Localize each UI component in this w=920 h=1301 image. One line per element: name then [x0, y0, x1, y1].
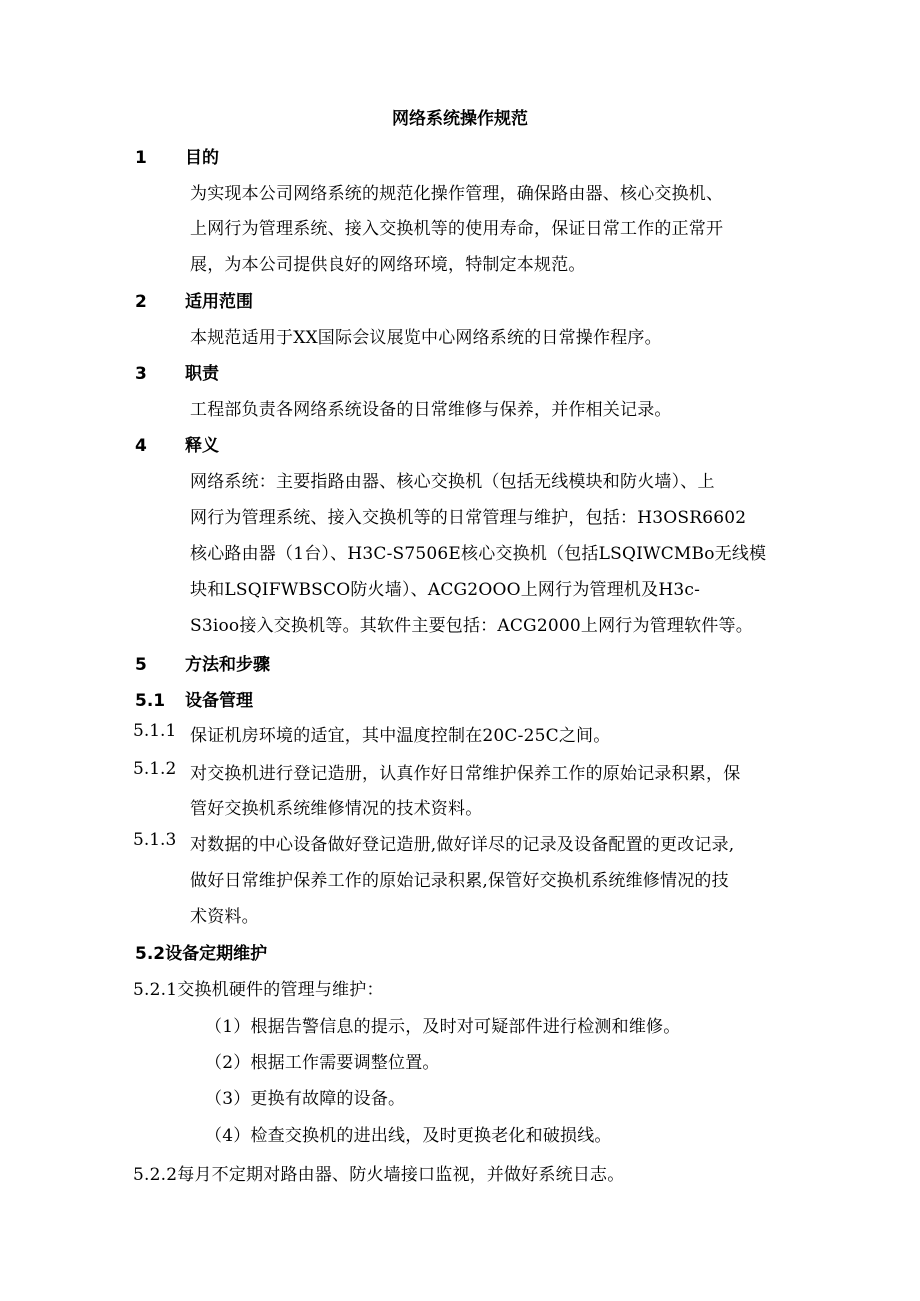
list-item: （4）检查交换机的进出线，及时更换老化和破损线。	[205, 1126, 612, 1146]
paragraph-line: 块和LSQIFWBSCO防火墙）、ACG2OOO上网行为管理机及H3c-	[190, 580, 701, 600]
section-title: 目的	[185, 148, 219, 168]
paragraph-line: 网行为管理系统、接入交换机等的日常管理与维护，包括：H3OSR6602	[190, 508, 747, 528]
paragraph-line: 为实现本公司网络系统的规范化操作管理，确保路由器、核心交换机、	[190, 184, 724, 204]
paragraph-line: 本规范适用于XX国际会议展览中心网络系统的日常操作程序。	[190, 328, 662, 348]
section-number: 1	[135, 148, 147, 168]
clause-line: 管好交换机系统维修情况的技术资料。	[190, 799, 483, 819]
section-1-heading	[135, 143, 219, 168]
paragraph-line: 展，为本公司提供良好的网络环境，特制定本规范。	[190, 255, 586, 275]
section-title: 设备管理	[185, 691, 253, 711]
section-title: 释义	[185, 436, 219, 456]
clause-line: 对数据的中心设备做好登记造册,做好详尽的记录及设备配置的更改记录,	[190, 835, 735, 855]
section-5-heading	[135, 650, 270, 675]
section-number: 3	[135, 364, 147, 384]
paragraph-line: S3ioo接入交换机等。其软件主要包括：ACG2000上网行为管理软件等。	[190, 616, 753, 636]
paragraph-line: 工程部负责各网络系统设备的日常维修与保养，并作相关记录。	[190, 400, 672, 420]
clause-5-2-1: 5.2.1交换机硬件的管理与维护：	[133, 980, 384, 1000]
document-title: 网络系统操作规范	[392, 109, 528, 129]
list-item: （1）根据告警信息的提示，及时对可疑部件进行检测和维修。	[205, 1017, 681, 1037]
section-2-heading	[135, 287, 253, 312]
clause-number: 5.1.1	[133, 721, 177, 741]
clause-line: 术资料。	[190, 907, 259, 927]
clause-line: 保证机房环境的适宜，其中温度控制在20C-25C之间。	[190, 726, 611, 746]
section-number: 4	[135, 436, 147, 456]
clause-line: 对交换机进行登记造册，认真作好日常维护保养工作的原始记录积累，保	[190, 764, 741, 784]
clause-line: 做好日常维护保养工作的原始记录积累,保管好交换机系统维修情况的技	[190, 871, 729, 891]
list-item: （2）根据工作需要调整位置。	[205, 1053, 440, 1073]
section-5-2-heading: 5.2设备定期维护	[135, 944, 268, 964]
section-number: 2	[135, 292, 147, 312]
section-number: 5	[135, 655, 147, 675]
clause-number: 5.1.2	[133, 759, 177, 779]
paragraph-line: 核心路由器（1台）、H3C-S7506E核心交换机（包括LSQIWCMBo无线模	[190, 544, 767, 564]
section-title: 适用范围	[185, 292, 253, 312]
paragraph-line: 上网行为管理系统、接入交换机等的使用寿命，保证日常工作的正常开	[190, 219, 724, 239]
section-3-heading	[135, 359, 219, 384]
section-number: 5.1	[135, 691, 166, 711]
list-item: （3）更换有故障的设备。	[205, 1089, 406, 1109]
section-5-1-heading	[135, 686, 253, 711]
paragraph-line: 网络系统：主要指路由器、核心交换机（包括无线模块和防火墙）、上	[190, 472, 715, 492]
clause-number: 5.1.3	[133, 830, 177, 850]
section-title: 职责	[185, 364, 219, 384]
clause-5-2-2: 5.2.2每月不定期对路由器、防火墙接口监视，并做好系统日志。	[133, 1165, 625, 1185]
section-4-heading	[135, 431, 219, 456]
section-title: 方法和步骤	[185, 655, 270, 675]
